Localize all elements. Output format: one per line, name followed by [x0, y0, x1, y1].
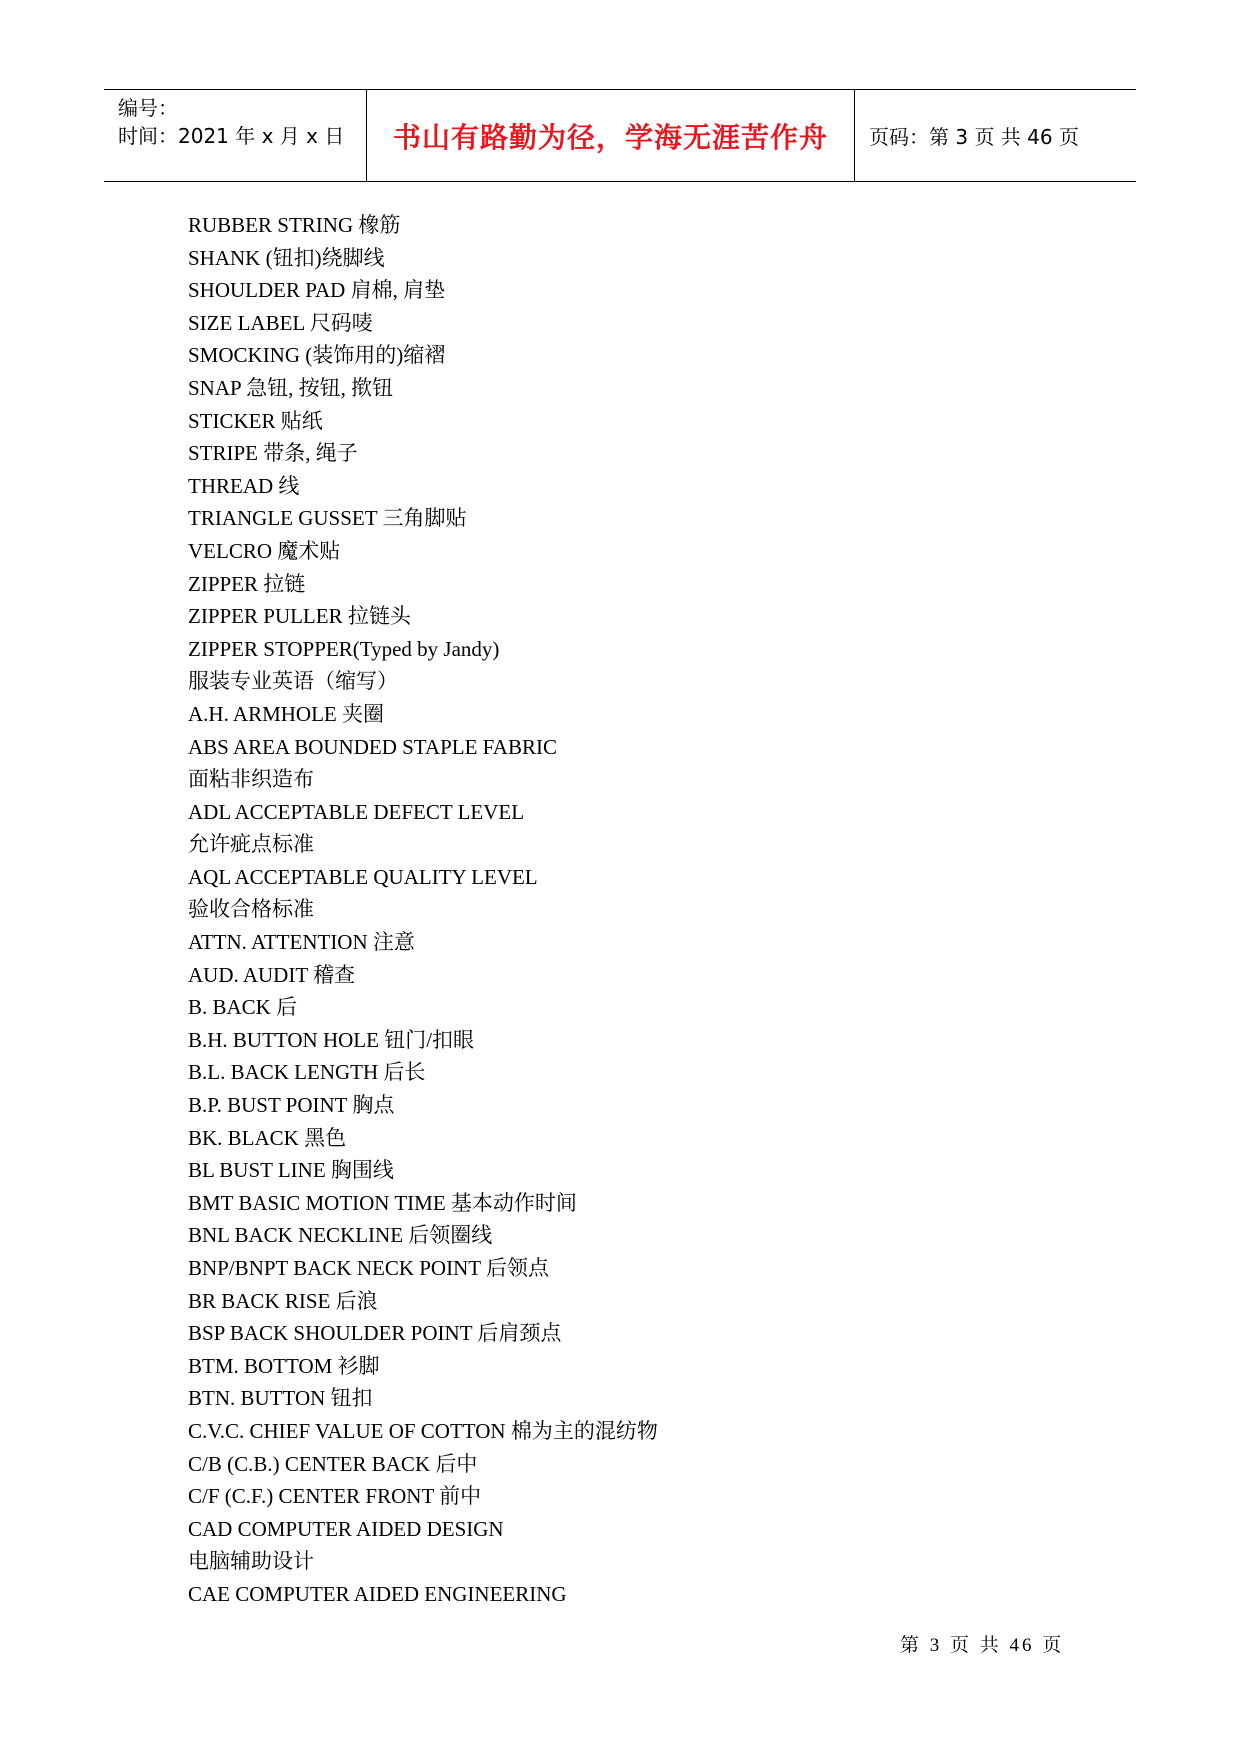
glossary-line: BSP BACK SHOULDER POINT 后肩颈点 [188, 1321, 562, 1346]
header-page-cell [855, 90, 1136, 181]
document-time-label: 时间：2021 年 x 月 x 日 [118, 124, 345, 148]
glossary-line: BK. BLACK 黑色 [188, 1125, 347, 1150]
header-page-number: 页码：第 3 页 共 46 页 [869, 125, 1079, 149]
glossary-line: BTM. BOTTOM 衫脚 [188, 1353, 380, 1378]
glossary-line: C/F (C.F.) CENTER FRONT 前中 [188, 1484, 482, 1509]
glossary-line: BNP/BNPT BACK NECK POINT 后领点 [188, 1256, 549, 1280]
page-footer [900, 1630, 1064, 1657]
glossary-line: 电脑辅助设计 [188, 1549, 314, 1574]
glossary-line: SIZE LABEL 尺码唛 [188, 310, 373, 335]
page-header [104, 89, 1136, 182]
glossary-line: STICKER 贴纸 [188, 408, 323, 433]
glossary-line: 允许疵点标准 [188, 832, 314, 857]
glossary-line: THREAD 线 [188, 473, 300, 498]
glossary-line: ATTN. ATTENTION 注意 [188, 930, 415, 955]
footer-page-number: 第 3 页 共 46 页 [900, 1635, 1065, 1656]
glossary-line: AUD. AUDIT 稽查 [188, 962, 356, 987]
glossary-line: ZIPPER 拉链 [188, 571, 306, 596]
glossary-line: SMOCKING (装饰用的)缩褶 [188, 343, 446, 368]
glossary-list [188, 209, 658, 1611]
glossary-line: 服装专业英语（缩写） [188, 669, 398, 694]
glossary-line: B.P. BUST POINT 胸点 [188, 1093, 395, 1118]
glossary-line: AQL ACCEPTABLE QUALITY LEVEL [188, 864, 538, 889]
document-number-label: 编号： [118, 96, 178, 120]
glossary-line: SHOULDER PAD 肩棉, 肩垫 [188, 278, 446, 303]
glossary-line: B.H. BUTTON HOLE 钮门/扣眼 [188, 1027, 475, 1052]
glossary-line: CAE COMPUTER AIDED ENGINEERING [188, 1581, 567, 1606]
glossary-line: SHANK (钮扣)绕脚线 [188, 245, 385, 270]
header-motto-cell [367, 90, 855, 181]
header-meta-cell [104, 90, 367, 181]
glossary-line: ZIPPER STOPPER(Typed by Jandy) [188, 636, 500, 661]
glossary-line: RUBBER STRING 橡筋 [188, 213, 401, 237]
motto-text: 书山有路勤为径，学海无涯苦作舟 [392, 120, 828, 154]
glossary-line: CAD COMPUTER AIDED DESIGN [188, 1516, 504, 1541]
glossary-line: SNAP 急钮, 按钮, 揿钮 [188, 375, 394, 400]
glossary-line: A.H. ARMHOLE 夹圈 [188, 701, 385, 726]
glossary-line: TRIANGLE GUSSET 三角脚贴 [188, 506, 467, 531]
glossary-line: ADL ACCEPTABLE DEFECT LEVEL [188, 799, 525, 824]
glossary-line: C.V.C. CHIEF VALUE OF COTTON 棉为主的混纺物 [188, 1418, 658, 1443]
glossary-line: 面粘非织造布 [188, 767, 314, 792]
glossary-line: C/B (C.B.) CENTER BACK 后中 [188, 1451, 478, 1476]
glossary-line: BMT BASIC MOTION TIME 基本动作时间 [188, 1190, 577, 1215]
glossary-line: ZIPPER PULLER 拉链头 [188, 604, 411, 629]
glossary-line: 验收合格标准 [188, 897, 314, 922]
glossary-line: VELCRO 魔术贴 [188, 538, 341, 563]
glossary-line: BTN. BUTTON 钮扣 [188, 1386, 373, 1411]
glossary-line: BNL BACK NECKLINE 后领圈线 [188, 1223, 493, 1248]
glossary-line: ABS AREA BOUNDED STAPLE FABRIC [188, 734, 557, 759]
glossary-line: BL BUST LINE 胸围线 [188, 1158, 394, 1183]
glossary-line: B.L. BACK LENGTH 后长 [188, 1060, 426, 1085]
glossary-line: BR BACK RISE 后浪 [188, 1288, 378, 1313]
glossary-line: STRIPE 带条, 绳子 [188, 441, 358, 466]
glossary-line: B. BACK 后 [188, 995, 298, 1020]
